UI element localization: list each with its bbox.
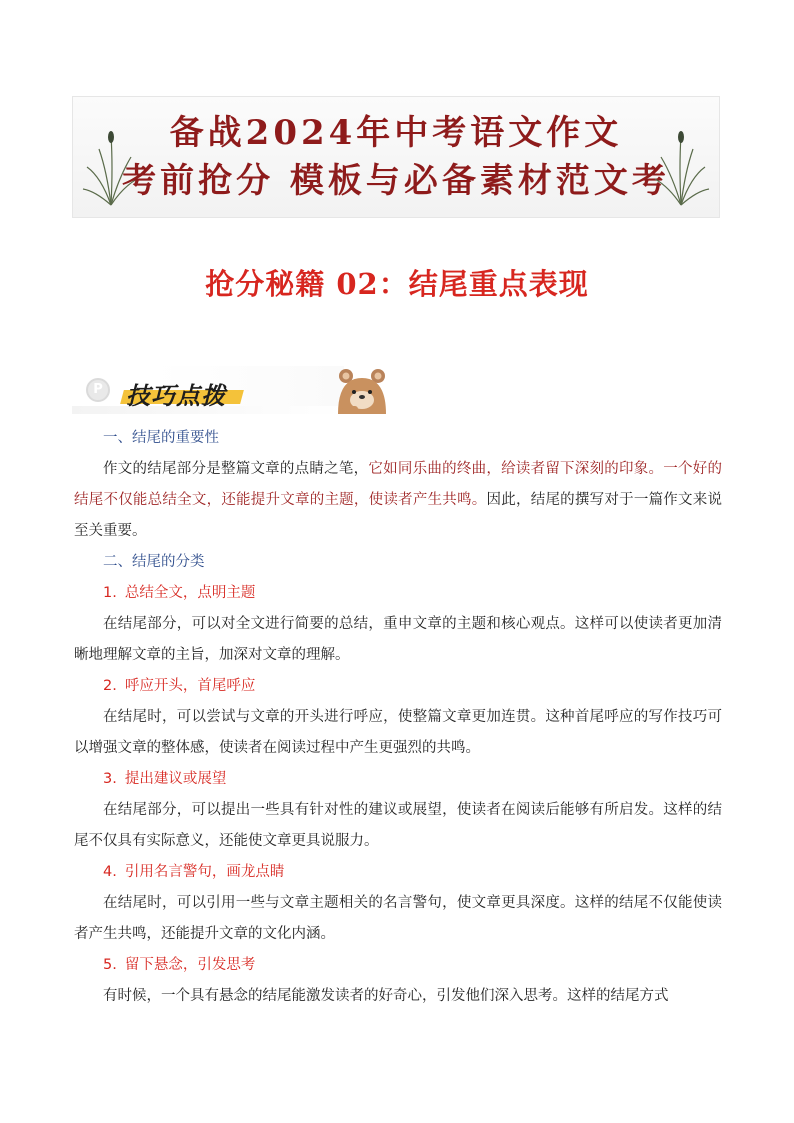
coin-icon: P [86,378,110,402]
section-badge [72,366,344,414]
paragraph: 在结尾时，可以引用一些与文章主题相关的名言警句，使文章更具深度。这样的结尾不仅能使读者产生共鸣，还能提升文章的文化内涵。 [74,895,722,942]
sub-heading: 1. 总结全文，点明主题 [103,585,256,601]
article-body [74,423,722,1012]
grass-decoration-icon [651,127,711,207]
sub-heading: 3. 提出建议或展望 [103,771,227,787]
banner-title-line-1: 备战2024年中考语文作文 [169,113,623,153]
paragraph-importance: 作文的结尾部分是整篇文章的点睛之笔，它如同乐曲的终曲，给读者留下深刻的印象。一个好的结尾不仅能总结全文，还能提升文章的主题，使读者产生共鸣。因此，结尾的撰写对于一篇作文来说至关重要。 [74,461,723,539]
banner-title-line-2: 考前抢分 模板与必备素材范文考 [122,161,670,201]
section-heading-importance: 一、结尾的重要性 [103,430,219,446]
header-banner [72,96,720,218]
bear-mascot-icon [334,366,390,414]
sub-heading: 5. 留下悬念，引发思考 [103,957,256,973]
emphasis-text: 它如同乐曲的终曲，给读者留下深刻的印象。一个好的结尾不仅能总结全文，还能提升文章的主题，使读者产生共鸣。 [74,461,722,508]
page-title: 抢分秘籍 02：结尾重点表现 [205,267,589,301]
section-heading-classification: 二、结尾的分类 [103,554,205,570]
paragraph: 在结尾部分，可以提出一些具有针对性的建议或展望，使读者在阅读后能够有所启发。这样的结尾不仅具有实际意义，还能使文章更具说服力。 [74,802,722,849]
sub-heading: 2. 呼应开头，首尾呼应 [103,678,256,694]
section-badge-label: 技巧点拨 [126,381,226,410]
paragraph: 有时候，一个具有悬念的结尾能激发读者的好奇心，引发他们深入思考。这样的结尾方式 [103,988,669,1004]
paragraph: 在结尾时，可以尝试与文章的开头进行呼应，使整篇文章更加连贯。这种首尾呼应的写作技巧可以增强文章的整体感，使读者在阅读过程中产生更强烈的共鸣。 [74,709,722,756]
paragraph: 在结尾部分，可以对全文进行简要的总结，重申文章的主题和核心观点。这样可以使读者更加清晰地理解文章的主旨，加深对文章的理解。 [74,616,722,663]
sub-heading: 4. 引用名言警句，画龙点睛 [103,864,285,880]
